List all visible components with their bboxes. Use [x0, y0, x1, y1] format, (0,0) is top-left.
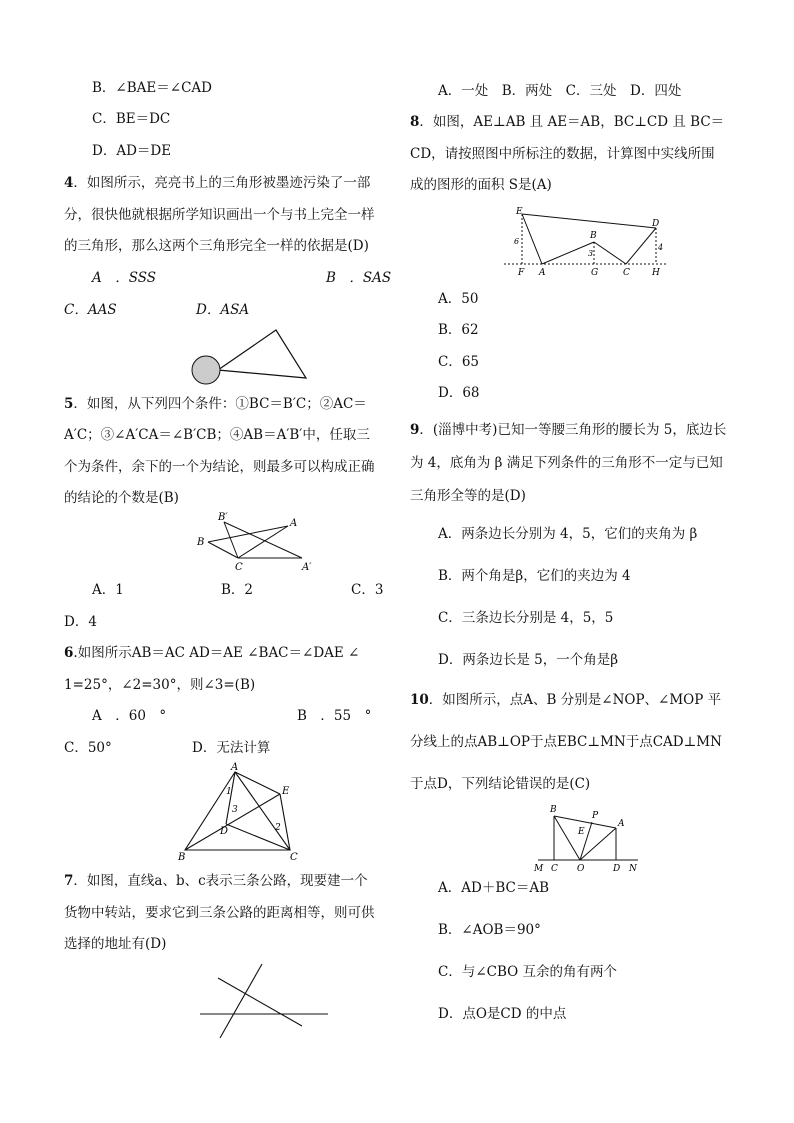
- q8-label-g: G: [591, 268, 599, 278]
- q7-figure: [198, 962, 338, 1042]
- q8-label-e: E: [516, 207, 523, 217]
- q8-option-a: A．50: [438, 291, 479, 307]
- q8-line-3: 成的图形的面积 S是(A): [410, 177, 552, 193]
- q6-line-be: [185, 794, 280, 850]
- q6-label-e: E: [282, 786, 290, 797]
- q8-label-d: D: [652, 219, 660, 229]
- q6-number: 6: [64, 645, 74, 661]
- q5-line-2: A′C；③∠A′CA＝∠B′CB；④AB＝A′B′中，任取三: [64, 427, 370, 443]
- q6-option-b: B ．55 °: [297, 708, 372, 724]
- q3-option-c: C．BE＝DC: [92, 111, 171, 127]
- q10-option-a: A．AD＋BC＝AB: [438, 880, 549, 896]
- q10-label-e: E: [578, 827, 585, 837]
- q10-line-bo: [554, 816, 580, 860]
- q6-option-d: D．无法计算: [192, 740, 271, 756]
- q10-figure: [532, 802, 652, 872]
- q4-option-b: B ．SAS: [326, 270, 392, 286]
- q8-figure: [504, 204, 674, 280]
- q4-triangle: [218, 330, 306, 378]
- q5-option-b: B．2: [221, 582, 254, 598]
- q10-line-2: 分线上的点AB⊥OP于点EBC⊥MN于点CAD⊥MN: [410, 734, 722, 750]
- q4-line-2: 分，很快他就根据所学知识画出一个与书上完全一样: [64, 207, 375, 223]
- q10-option-c: C．与∠CBO 互余的角有两个: [438, 964, 617, 980]
- q6-line-ec: [280, 794, 290, 850]
- q4-figure: [190, 326, 310, 388]
- q5-option-c: C．3: [351, 582, 384, 598]
- q9-option-a: A．两条边长分别为 4，5，它们的夹角为 β: [438, 526, 698, 542]
- q6-label-1: 1: [226, 787, 232, 797]
- q5-option-d: D．4: [64, 614, 97, 630]
- q9-line-2: 为 4，底角为 β 满足下列条件的三角形不一定与已知: [410, 455, 723, 471]
- q8-line-1: ．如图，AE⊥AB 且 AE＝AB，BC⊥CD 且 BC＝: [419, 114, 725, 130]
- q7-line-1: ．如图，直线a、b、c表示三条公路，现要建一个: [73, 873, 368, 889]
- q6-option-a: A ．60 °: [92, 708, 167, 724]
- q8-label-3: 3: [588, 249, 594, 258]
- q6-line-ae: [235, 772, 280, 794]
- q4-ink-blot: [192, 356, 220, 384]
- q7-line-2: 货物中转站，要求它到三条公路的距离相等，则可供: [64, 905, 375, 921]
- q9-line-1: ．(淄博中考)已知一等腰三角形的腰长为 5，底边长: [419, 422, 727, 438]
- q6-line-1: .如图所示AB＝AC AD＝AE ∠BAC＝∠DAE ∠: [73, 645, 360, 661]
- q8-line-ea: [522, 214, 542, 264]
- q8-line-2: CD，请按照图中所标注的数据，计算图中实线所围: [410, 146, 715, 162]
- q5-line-1: ．如图，从下列四个条件：①BC＝B′C；②AC＝: [73, 396, 367, 412]
- q10-line-1: ．如图所示，点A、B 分别是∠NOP、∠MOP 平: [428, 692, 722, 708]
- q10-label-o: O: [577, 864, 585, 874]
- q8-label-b: B: [590, 231, 597, 241]
- q3-option-b: B．∠BAE＝∠CAD: [92, 80, 212, 96]
- q7-line-road-2: [220, 964, 262, 1038]
- q7-options: A．一处 B．两处 C．三处 D．四处: [438, 83, 682, 99]
- q6-label-b: B: [178, 852, 186, 863]
- q6-option-c: C．50°: [64, 740, 112, 756]
- q8-option-b: B．62: [438, 322, 479, 338]
- q5-figure: [194, 512, 344, 572]
- q10-option-b: B．∠AOB＝90°: [438, 922, 541, 938]
- q5-line-3: 个为条件，余下的一个为结论，则最多可以构成正确: [64, 459, 375, 475]
- q8-label-6: 6: [514, 237, 520, 246]
- q6-label-a: A: [231, 762, 239, 773]
- q10-label-p: P: [592, 811, 599, 821]
- q8-label-f: F: [518, 268, 525, 278]
- q5-label-a1: A′: [302, 562, 312, 573]
- q5-label-a: A: [290, 518, 298, 529]
- q10-option-d: D．点O是CD 的中点: [438, 1006, 567, 1022]
- q9-option-d: D．两条边长是 5，一个角是β: [438, 652, 619, 668]
- q3-option-d: D．AD＝DE: [92, 143, 172, 159]
- q8-label-4: 4: [658, 243, 664, 252]
- q10-label-n: N: [629, 864, 637, 874]
- q9-number: 9: [410, 422, 420, 438]
- q9-line-3: 三角形全等的是(D): [410, 488, 526, 504]
- q8-label-a: A: [539, 268, 546, 278]
- q8-line-ed: [522, 214, 656, 228]
- q10-label-a: A: [618, 819, 625, 829]
- q8-line-bc: [594, 242, 626, 264]
- q10-number: 10: [410, 692, 429, 708]
- q6-figure: [176, 762, 316, 863]
- q8-label-h: H: [652, 268, 660, 278]
- q4-line-1: ．如图所示，亮亮书上的三角形被墨迹污染了一部: [73, 175, 371, 191]
- q8-number: 8: [410, 114, 420, 130]
- q6-label-3: 3: [232, 805, 238, 815]
- q10-line-3: 于点D，下列结论错误的是(C): [410, 776, 591, 792]
- q10-label-c: C: [551, 864, 558, 874]
- q5-label-b1: B′: [218, 512, 228, 523]
- q8-option-d: D．68: [438, 385, 480, 401]
- q8-option-c: C．65: [438, 354, 480, 370]
- q10-label-m: M: [534, 864, 544, 874]
- q4-option-c: C．AAS: [64, 302, 117, 318]
- q7-number: 7: [64, 873, 74, 889]
- q5-label-c: C: [235, 562, 243, 573]
- q10-label-d: D: [613, 864, 621, 874]
- q10-label-b: B: [550, 805, 557, 815]
- q6-line-2: 1=25°，∠2=30°，则∠3=(B): [64, 677, 256, 693]
- q9-option-c: C．三条边长分别是 4，5，5: [438, 610, 614, 626]
- q4-option-d: D．ASA: [196, 302, 250, 318]
- q6-label-c: C: [290, 852, 298, 863]
- q5-option-a: A．1: [92, 582, 124, 598]
- q5-number: 5: [64, 396, 74, 412]
- q5-label-b: B: [197, 537, 205, 548]
- q10-line-ba: [554, 816, 616, 828]
- q7-line-3: 选择的地址有(D): [64, 936, 167, 952]
- q9-option-b: B．两个角是β，它们的夹边为 4: [438, 568, 631, 584]
- q4-option-a: A ．SSS: [92, 270, 157, 286]
- q6-label-d: D: [220, 826, 229, 837]
- q4-line-3: 的三角形，那么这两个三角形完全一样的依据是(D): [64, 238, 369, 254]
- q8-label-c: C: [623, 268, 630, 278]
- q5-line-4: 的结论的个数是(B): [64, 490, 179, 506]
- q5-line-bc: [208, 542, 238, 558]
- q4-number: 4: [64, 175, 74, 191]
- q8-line-ab: [542, 242, 594, 264]
- q8-line-cd: [626, 228, 656, 264]
- q6-label-2: 2: [275, 823, 281, 833]
